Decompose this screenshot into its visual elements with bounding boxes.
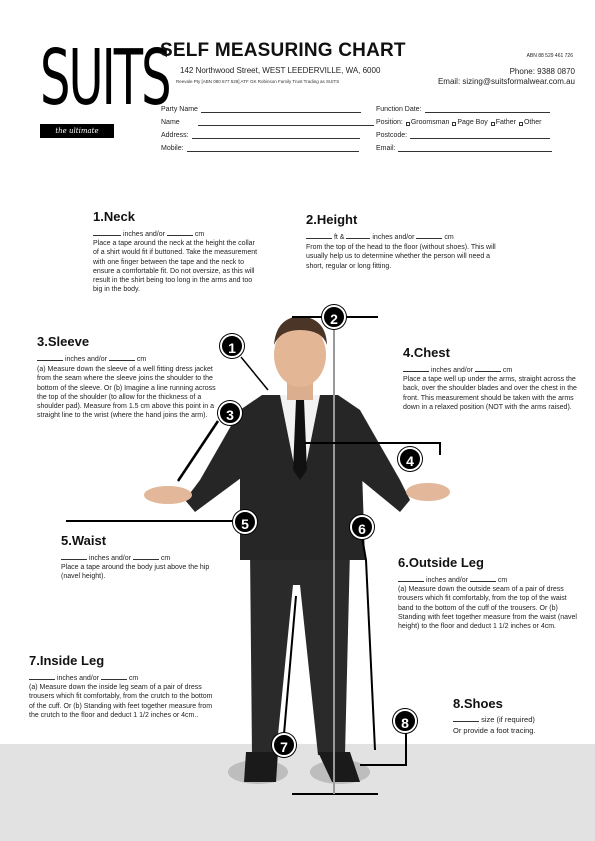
father-option: Father (495, 119, 516, 126)
chest-instructions: Place a tape well up under the arms, straight across the back, over the shoulder blades and over the chest in the front. This measurement should be taken with the arms down in a relaxed position (NOT with the arms raised). (403, 376, 577, 411)
chest-cm-blank[interactable] (475, 365, 501, 372)
outside-leg-pointer (362, 537, 375, 750)
party-name-field[interactable] (161, 106, 361, 113)
mobile-line[interactable] (187, 145, 359, 152)
neck-cm-label: cm (194, 231, 205, 238)
inside-leg-heading: 7.Inside Leg (29, 653, 105, 668)
groomsman-option: Groomsman (410, 119, 450, 126)
name-label: Name (161, 119, 180, 126)
neck-instructions: Place a tape around the neck at the height the collar of a shirt would fit if buttoned. Take the measurement with one finger between the tape and the neck to ensure a comfortable fit. Do not oversize, as this will result in the shirt being too long in the arms and too big in the body. (93, 240, 258, 294)
neck-cm-blank[interactable] (167, 229, 193, 236)
left-hand (144, 486, 192, 504)
position-label: Position: (376, 119, 403, 126)
function-date-field[interactable] (376, 106, 550, 113)
sleeve-heading: 3.Sleeve (37, 334, 90, 349)
abn-number: ABN 88 529 461 726 (526, 53, 573, 59)
neck-inches-label: inches and/or (122, 231, 165, 238)
waist-cm-label: cm (160, 555, 171, 562)
inside-leg-marker: 7 (272, 733, 296, 757)
inside-leg-inches-blank[interactable] (29, 673, 55, 680)
sleeve-inches-label: inches and/or (64, 356, 107, 363)
neck-marker: 1 (220, 334, 244, 358)
postcode-label: Postcode: (376, 132, 408, 139)
inside-leg-cm-label: cm (128, 675, 139, 682)
contact-email: Email: sizing@suitsformalwear.com.au (437, 77, 575, 86)
sleeve-instructions: (a) Measure down the sleeve of a well fitting dress jacket from the seam where the sleeve joins the shoulder to the bottom of the sleeve. Or (b) Imagine a line running across the top of the shoulder (to allow for the thickness of a shoulder pad). Measure from 1.5 cm above this point in a straight line to the wrist (where the hand joins the arm). (37, 366, 216, 420)
waist-inches-label: inches and/or (88, 555, 131, 562)
mobile-field[interactable] (161, 145, 359, 152)
other-option: Other (523, 119, 542, 126)
shoes-instructions: Or provide a foot tracing. (453, 726, 536, 735)
outside-leg-units[interactable] (398, 575, 583, 585)
page-boy-option: Page Boy (457, 119, 488, 126)
height-inches-label: inches and/or (372, 234, 415, 241)
waist-heading: 5.Waist (61, 533, 107, 548)
chest-inches-label: inches and/or (430, 367, 473, 374)
height-ft-label: ft & (333, 234, 345, 241)
logo-tagline: the ultimate collection (40, 124, 114, 138)
legal-entity: Reevale Pty [ABN 080 577 528] ATF GK Robinson Family Trust Trading as SUITS (176, 79, 340, 84)
shoes-size-blank[interactable] (453, 715, 479, 722)
height-ft-blank[interactable] (306, 232, 332, 239)
address-label: Address: (161, 132, 189, 139)
waist-units[interactable] (61, 553, 231, 563)
neck-pointer (241, 357, 268, 390)
height-inches-blank[interactable] (346, 232, 370, 239)
height-cm-blank[interactable] (416, 232, 442, 239)
waist-marker: 5 (233, 510, 257, 534)
height-heading: 2.Height (306, 212, 358, 227)
outside-leg-inches-label: inches and/or (425, 577, 468, 584)
height-cm-label: cm (444, 234, 454, 241)
neck-heading: 1.Neck (93, 209, 135, 224)
outside-leg-cm-blank[interactable] (470, 575, 496, 582)
address-line[interactable] (192, 132, 360, 139)
neck-inches-blank[interactable] (93, 229, 121, 236)
shoes-pointer (360, 733, 406, 765)
outside-leg-marker: 6 (350, 515, 374, 539)
position-field[interactable] (376, 119, 541, 126)
sleeve-cm-blank[interactable] (109, 354, 135, 361)
logo-wordmark: SUITS (40, 33, 170, 124)
email-field[interactable] (376, 145, 552, 152)
email-label: Email: (376, 145, 396, 152)
party-name-line[interactable] (201, 106, 361, 113)
outside-leg-cm-label: cm (497, 577, 508, 584)
name-field[interactable] (161, 119, 374, 126)
shoes-units[interactable] (453, 715, 583, 724)
shoes-size-label: size (if required) (481, 715, 535, 724)
email-line[interactable] (398, 145, 552, 152)
height-marker: 2 (322, 305, 346, 329)
sleeve-cm-label: cm (136, 356, 147, 363)
postcode-line[interactable] (410, 132, 550, 139)
sleeve-marker: 3 (218, 401, 242, 425)
neck-units[interactable] (93, 229, 258, 239)
postcode-field[interactable] (376, 132, 550, 139)
sleeve-units[interactable] (37, 354, 227, 364)
shoes-marker: 8 (393, 709, 417, 733)
waist-inches-blank[interactable] (61, 553, 87, 560)
chest-heading: 4.Chest (403, 345, 450, 360)
shoes-heading: 8.Shoes (453, 696, 503, 711)
inside-leg-instructions: (a) Measure down the inside leg seam of a pair of dress trousers which fit comfortably, from the crutch to the bottom of the cuff. Or (b) Standing with feet together measure from the crutch to the floor and deduct 1 1/2 inches or 4cm.. (29, 684, 213, 719)
height-instructions: From the top of the head to the floor (without shoes). This will usually help us to determine whether the person will need a short, regular or long fitting. (306, 244, 496, 270)
inside-leg-inches-label: inches and/or (56, 675, 99, 682)
waist-instructions: Place a tape around the body just above the hip (navel height). (61, 564, 210, 581)
outside-leg-heading: 6.Outside Leg (398, 555, 484, 570)
function-date-line[interactable] (425, 106, 550, 113)
waist-cm-blank[interactable] (133, 553, 159, 560)
chest-cm-label: cm (502, 367, 513, 374)
suits-logo (40, 33, 170, 149)
name-line[interactable] (198, 119, 374, 126)
function-date-label: Function Date: (376, 106, 422, 113)
chest-units[interactable] (403, 365, 583, 375)
page-boy-checkbox[interactable] (452, 122, 456, 126)
address-field[interactable] (161, 132, 360, 139)
other-checkbox[interactable] (519, 122, 523, 126)
party-name-label: Party Name (161, 106, 198, 113)
chest-inches-blank[interactable] (403, 365, 429, 372)
page-title: SELF MEASURING CHART (160, 40, 406, 61)
store-address: 142 Northwood Street, WEST LEEDERVILLE, WA, 6000 (180, 66, 381, 75)
left-shoe (244, 752, 278, 782)
father-checkbox[interactable] (491, 122, 495, 126)
inside-leg-units[interactable] (29, 673, 219, 683)
groomsman-checkbox[interactable] (406, 122, 410, 126)
inside-leg-cm-blank[interactable] (101, 673, 127, 680)
outside-leg-inches-blank[interactable] (398, 575, 424, 582)
chest-marker: 4 (398, 447, 422, 471)
mobile-label: Mobile: (161, 145, 184, 152)
height-units[interactable] (306, 232, 506, 242)
outside-leg-instructions: (a) Measure down the outside seam of a pair of dress trousers which fit comfortably, from the top of the waist band to the bottom of the cuff of the trousers. Or (b) Standing with feet together measure from the waist (navel height) to the floor and deduct 1 1/2 inches or 4cm. (398, 586, 577, 631)
right-hand (406, 483, 450, 501)
sleeve-inches-blank[interactable] (37, 354, 63, 361)
phone-number: Phone: 9388 0870 (509, 67, 575, 76)
